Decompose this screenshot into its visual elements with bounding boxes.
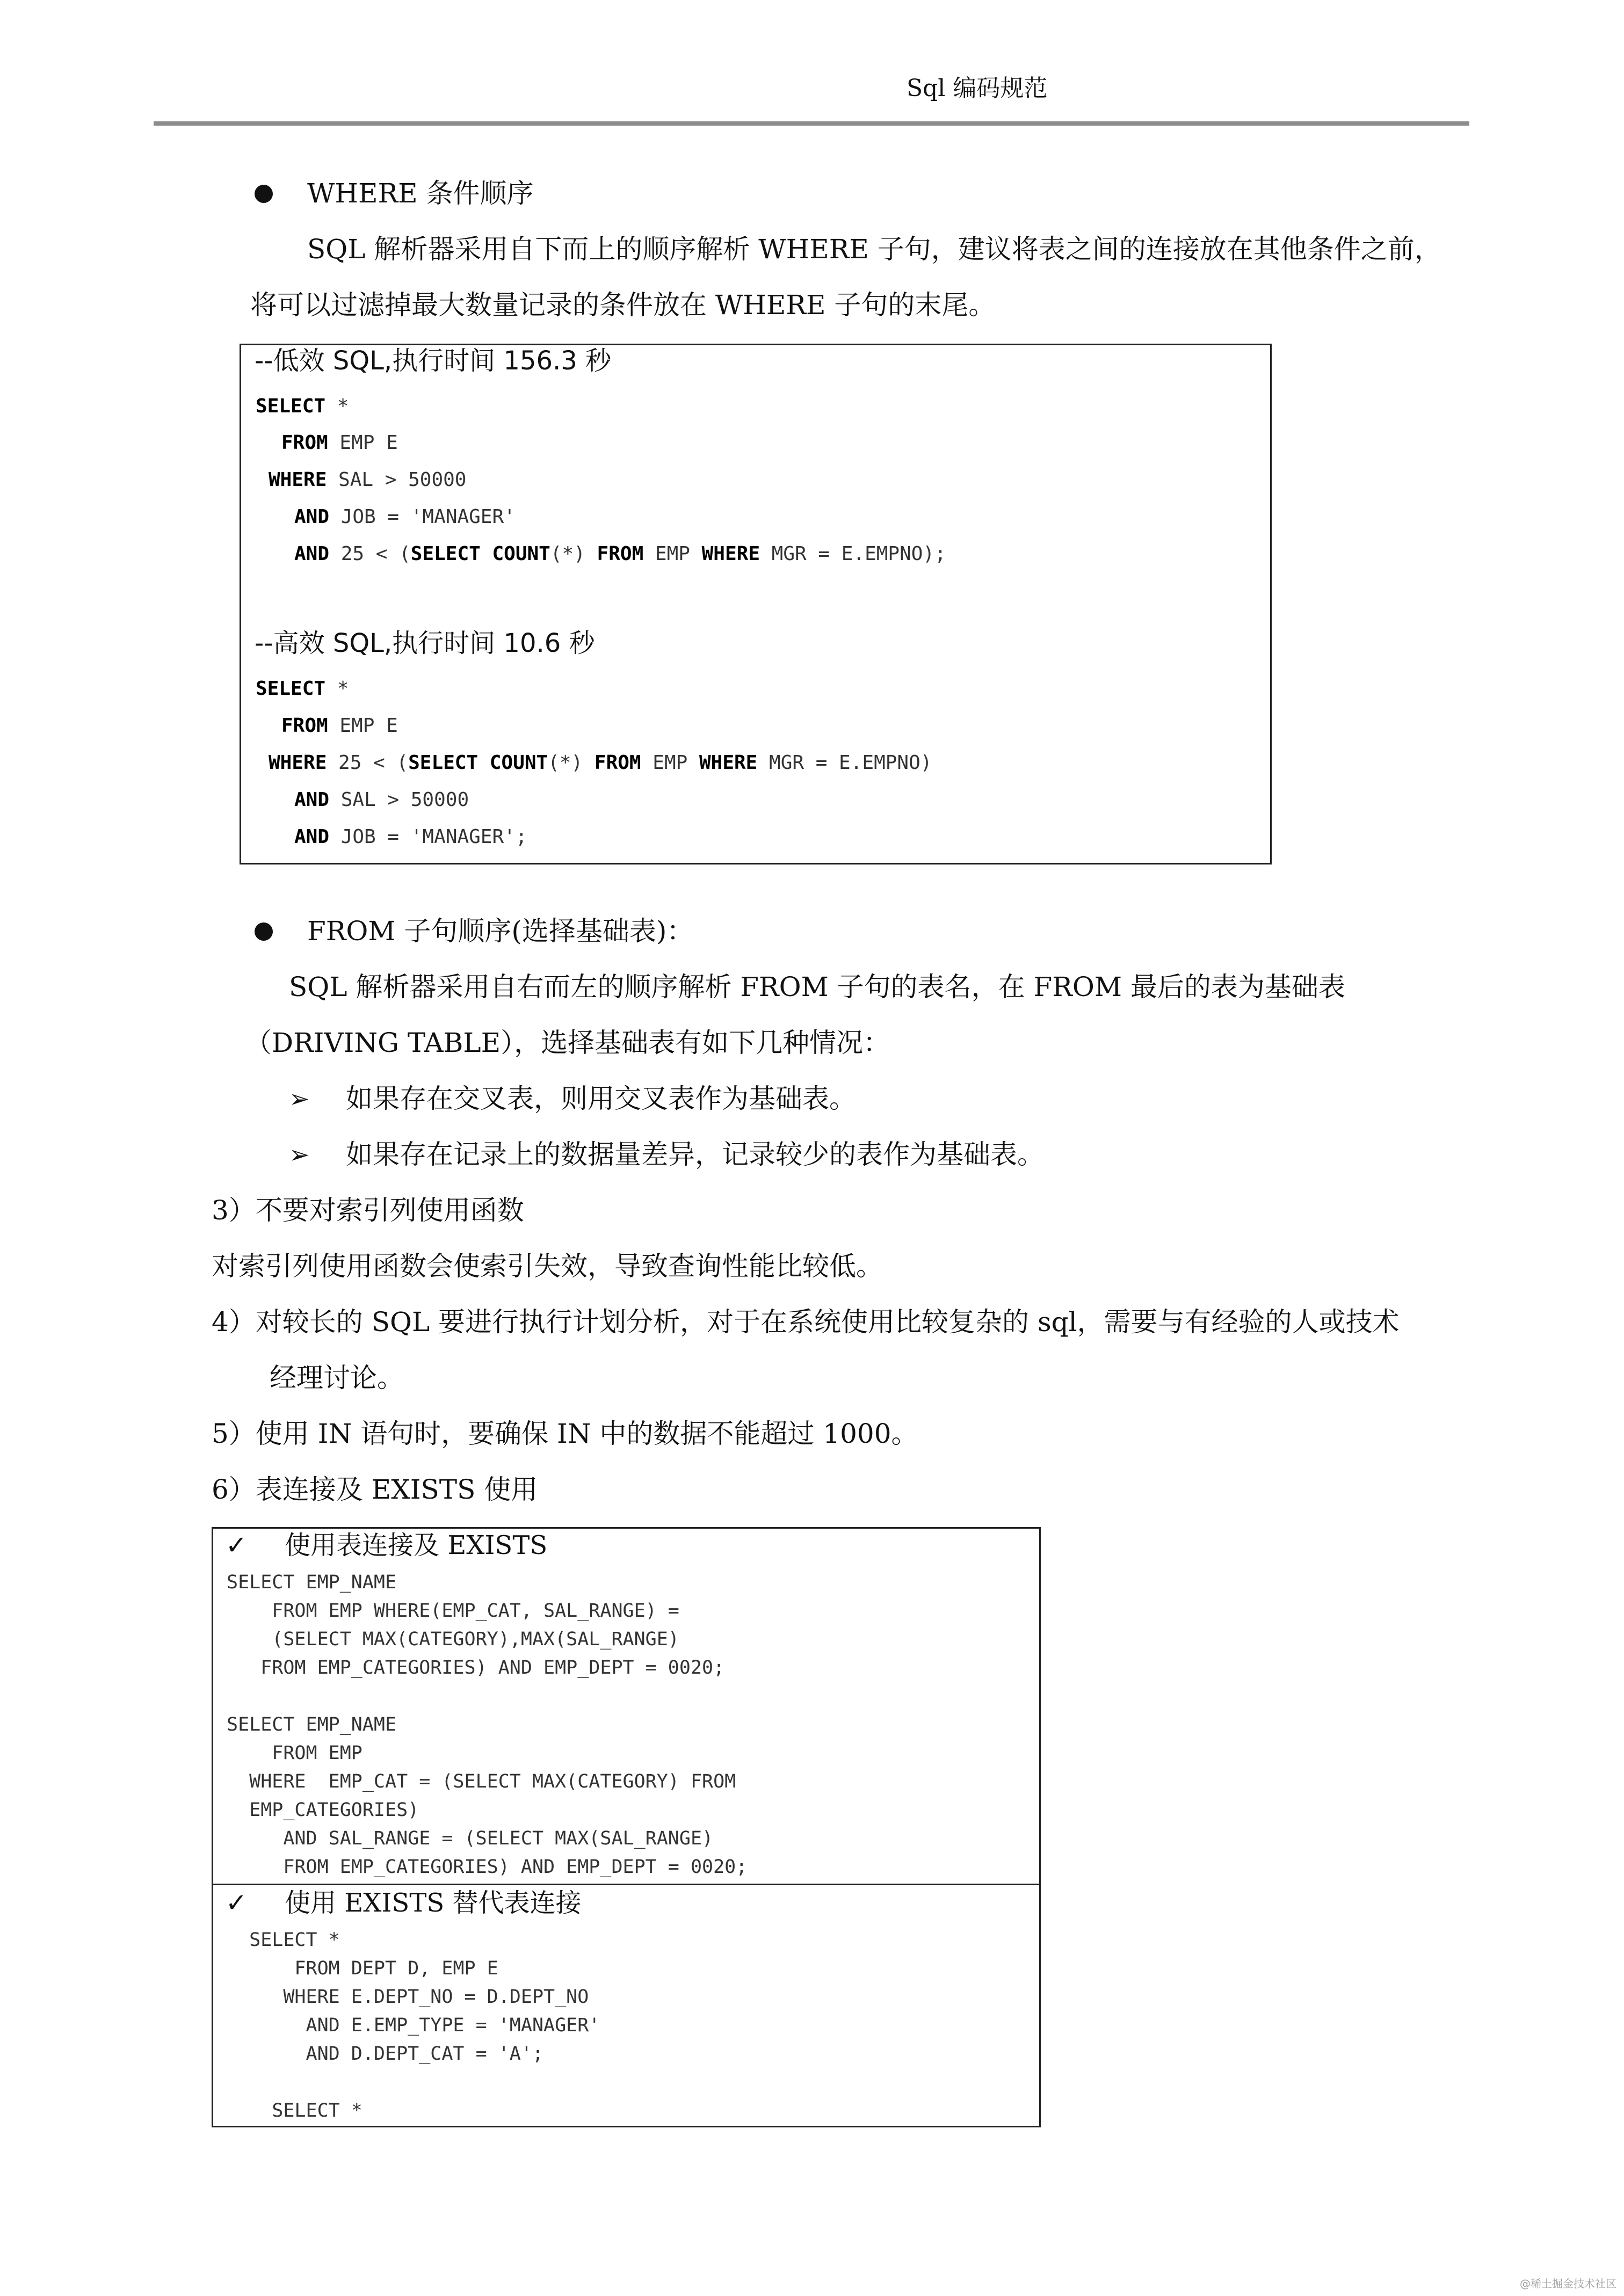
code2-title: 使用表连接及 EXISTS (285, 1530, 548, 1560)
bullet-dot-icon (255, 185, 273, 203)
code-line: FROM EMP (227, 1742, 363, 1764)
code-line: SELECT * (227, 1929, 340, 1951)
code-line: WHERE E.DEPT_NO = D.DEPT_NO (227, 1986, 589, 2008)
code-line: SELECT * (256, 678, 349, 700)
check-icon: ✓ (226, 1888, 248, 1918)
code-box-where-order (240, 344, 1272, 864)
code3-title: 使用 EXISTS 替代表连接 (285, 1888, 582, 1918)
check-icon: ✓ (226, 1530, 248, 1560)
where-paragraph-line1: SQL 解析器采用自下而上的顺序解析 WHERE 子句，建议将表之间的连接放在其他条件之前， (307, 234, 1441, 265)
item6: 6）表连接及 EXISTS 使用 (212, 1474, 538, 1505)
code-line: FROM EMP E (281, 715, 398, 737)
item3-text: 对索引列使用函数会使索引失效，导致查询性能比较低。 (212, 1251, 883, 1282)
code-line: FROM EMP WHERE(EMP_CAT, SAL_RANGE) = (227, 1600, 679, 1622)
arrow-bullet-icon: ➢ (289, 1084, 310, 1113)
code-line: FROM DEPT D, EMP E (227, 1958, 498, 1979)
code-line: AND JOB = 'MANAGER' (294, 506, 516, 528)
code-line: AND SAL_RANGE = (SELECT MAX(SAL_RANGE) (227, 1828, 714, 1849)
from-heading: FROM 子句顺序(选择基础表)： (307, 916, 694, 947)
code-line: WHERE 25 < (SELECT COUNT(*) FROM EMP WHERE MGR = E.EMPNO) (269, 752, 932, 774)
item5: 5）使用 IN 语句时，要确保 IN 中的数据不能超过 1000。 (212, 1418, 918, 1449)
code-line: (SELECT MAX(CATEGORY),MAX(SAL_RANGE) (227, 1629, 679, 1650)
code-line: SELECT * (256, 395, 349, 417)
header-divider (154, 121, 1469, 126)
from-paragraph-line1: SQL 解析器采用自右而左的顺序解析 FROM 子句的表名，在 FROM 最后的表为基础表 (289, 971, 1345, 1002)
from-paragraph-line2: （DRIVING TABLE），选择基础表有如下几种情况： (245, 1027, 890, 1058)
code-line: AND E.EMP_TYPE = 'MANAGER' (227, 2015, 600, 2036)
code-line: SELECT EMP_NAME (227, 1714, 397, 1735)
list-item: 如果存在记录上的数据量差异，记录较少的表作为基础表。 (346, 1139, 1044, 1170)
code-line: EMP_CATEGORIES) (227, 1799, 419, 1821)
arrow-bullet-icon: ➢ (289, 1140, 310, 1169)
watermark: @稀土掘金技术社区 (1520, 2277, 1616, 2290)
code-comment-fast: --高效 SQL,执行时间 10.6 秒 (255, 628, 595, 658)
code-line: AND 25 < (SELECT COUNT(*) FROM EMP WHERE MGR = E.EMPNO); (294, 543, 946, 565)
item3-title: 3）不要对索引列使用函数 (212, 1195, 524, 1226)
code-line: WHERE SAL > 50000 (269, 469, 467, 491)
code-line: SELECT EMP_NAME (227, 1572, 397, 1593)
code-line: WHERE EMP_CAT = (SELECT MAX(CATEGORY) FROM (227, 1771, 736, 1792)
code-line: SELECT * (227, 2100, 363, 2121)
bullet-dot-icon (255, 922, 273, 941)
code-line: AND JOB = 'MANAGER'; (294, 826, 527, 848)
item4-line1: 4）对较长的 SQL 要进行执行计划分析，对于在系统使用比较复杂的 sql，需要与有经验的人或技术 (212, 1306, 1400, 1338)
list-item: 如果存在交叉表，则用交叉表作为基础表。 (346, 1083, 856, 1114)
where-heading: WHERE 条件顺序 (307, 178, 534, 209)
code-line: FROM EMP_CATEGORIES) AND EMP_DEPT = 0020; (227, 1856, 748, 1878)
where-paragraph-line2: 将可以过滤掉最大数量记录的条件放在 WHERE 子句的末尾。 (250, 289, 996, 321)
code-line: FROM EMP E (281, 432, 398, 454)
code-comment-slow: --低效 SQL,执行时间 156.3 秒 (255, 346, 612, 376)
code-line: FROM EMP_CATEGORIES) AND EMP_DEPT = 0020; (227, 1657, 725, 1679)
code-line: AND SAL > 50000 (294, 789, 469, 811)
item4-line2: 经理讨论。 (270, 1362, 404, 1393)
code-line: AND D.DEPT_CAT = 'A'; (227, 2043, 544, 2065)
page-header-title: Sql 编码规范 (907, 75, 1048, 102)
table-cell-divider (212, 1884, 1041, 1885)
